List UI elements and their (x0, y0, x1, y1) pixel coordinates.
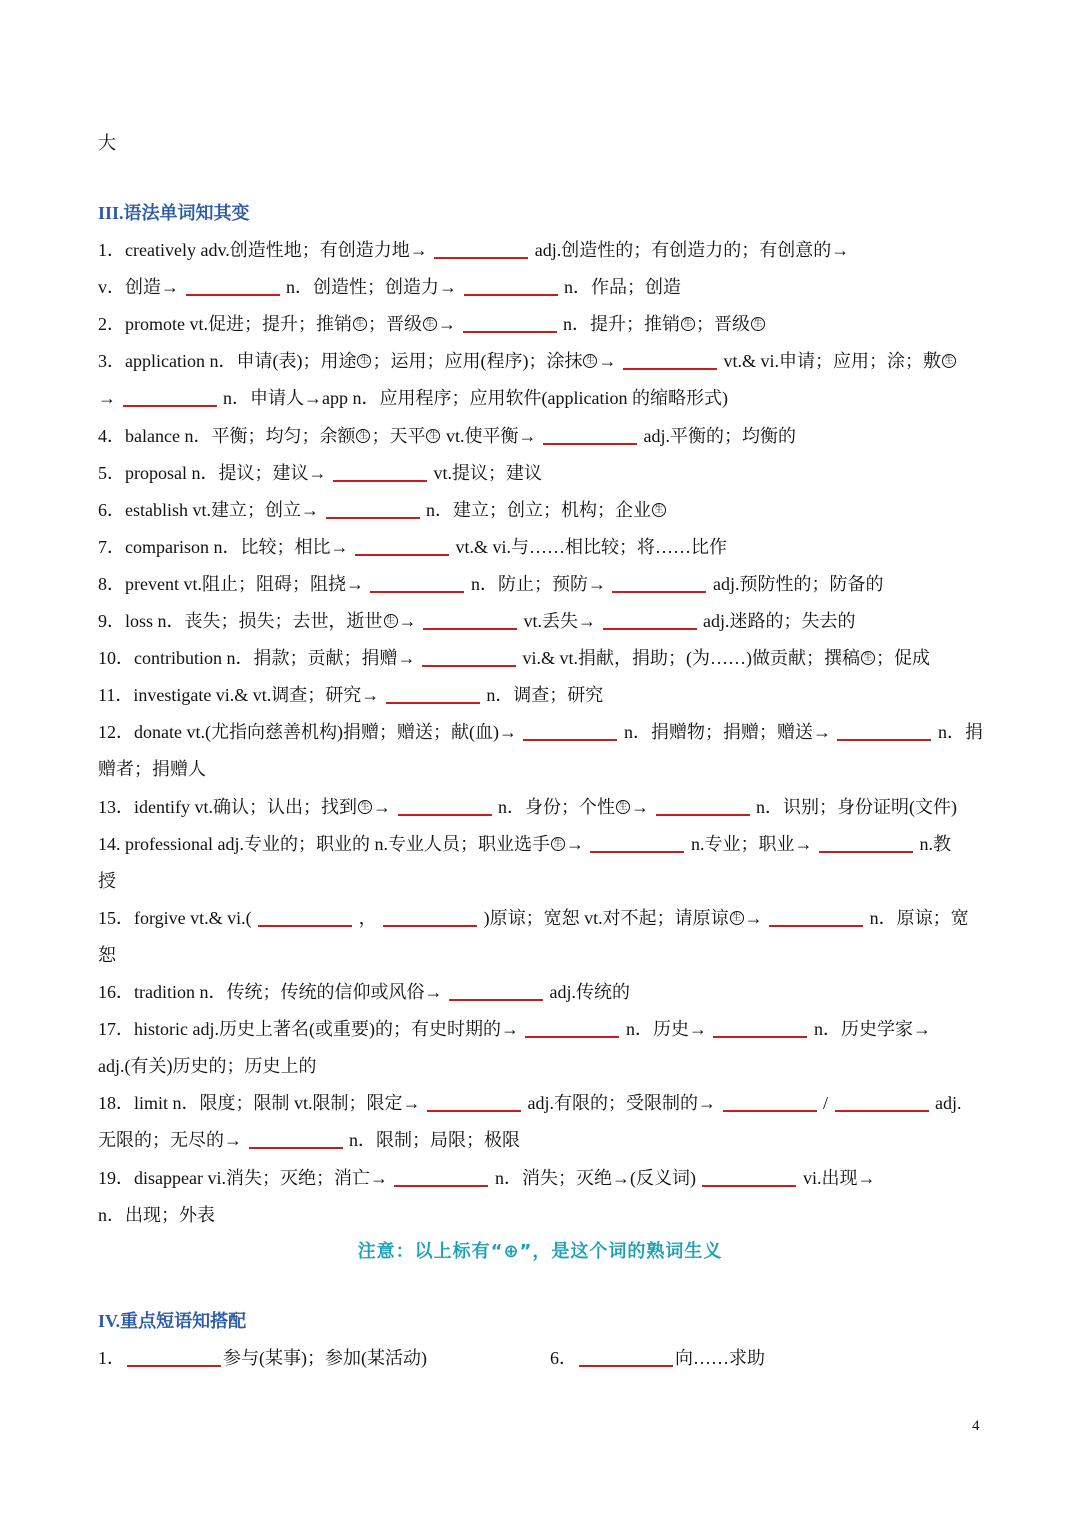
answer-blank[interactable] (355, 538, 449, 556)
line-text: n．历史→ (621, 1019, 712, 1040)
answer-blank[interactable] (523, 723, 617, 741)
vocab-line (98, 905, 988, 931)
leading-char: 大 (98, 133, 116, 153)
vocab-line (98, 460, 988, 486)
familiar-word-mark-icon: 生 (423, 317, 437, 331)
line-text: n．建立；创立；机构；企业 (421, 499, 651, 520)
line-text: → (598, 351, 621, 372)
answer-blank[interactable] (723, 1094, 817, 1112)
line-text: 6．establish vt.建立；创立→ (98, 499, 324, 520)
answer-blank[interactable] (186, 278, 280, 296)
answer-blank[interactable] (123, 389, 217, 407)
line-text: vt.& vi.与……相比较；将……比作 (450, 536, 727, 557)
vocab-line (98, 645, 988, 671)
answer-blank[interactable] (383, 909, 477, 927)
answer-blank[interactable] (249, 1131, 343, 1149)
page-number: 4 (972, 1418, 980, 1434)
line-text: n．创造性；创造力→ (281, 277, 462, 298)
familiar-word-mark-icon: 生 (583, 354, 597, 368)
line-text: ；运用；应用(程序)；涂抹 (372, 351, 583, 372)
vocab-line (98, 608, 988, 634)
answer-blank[interactable] (769, 909, 863, 927)
line-text: 8．prevent vt.阻止；阻碍；阻挠→ (98, 573, 369, 594)
familiar-word-mark-icon: 生 (358, 800, 372, 814)
line-text: 9．loss n．丧失；损失；去世，逝世 (98, 611, 383, 631)
line-text: 18．limit n．限度；限制 vt.限制；限定→ (98, 1093, 426, 1114)
line-text: → (438, 314, 461, 335)
answer-blank[interactable] (434, 241, 528, 259)
phrase-1-text: 参与(某事)；参加(某活动) (223, 1348, 427, 1368)
vocab-line (98, 1090, 988, 1116)
answer-blank[interactable] (422, 649, 516, 667)
line-text: → (398, 611, 422, 631)
line-text: ， (354, 907, 382, 928)
line-text: ；晋级 (696, 314, 750, 335)
line-text: n．识别；身份证明(文件) (751, 796, 957, 817)
familiar-word-mark-icon: 生 (356, 429, 370, 443)
line-text: 17．historic adj.历史上著名(或重要)的；有史时期的→ (98, 1019, 524, 1040)
line-text: 赠者；捐赠人 (98, 759, 206, 780)
vocab-line (98, 682, 988, 708)
line-text: 恕 (98, 944, 116, 965)
line-text: 19．disappear vi.消失；灭绝；消亡→ (98, 1167, 393, 1188)
line-text: adj.有限的；受限制的→ (523, 1093, 721, 1114)
answer-blank[interactable] (463, 315, 557, 333)
line-text: n．申请人→app n．应用程序；应用软件(application 的缩略形式) (218, 388, 728, 409)
line-text: 2．promote vt.促进；提升；推销 (98, 314, 352, 335)
answer-blank[interactable] (702, 1169, 796, 1187)
answer-blank[interactable] (449, 983, 543, 1001)
vocab-line (98, 719, 988, 745)
line-text: → (744, 907, 768, 928)
line-text: adj.传统的 (545, 982, 630, 1002)
familiar-word-mark-icon: 生 (730, 911, 744, 925)
line-text: n．调查；研究 (481, 685, 604, 706)
line-text: adj.(有关)历史的；历史上的 (98, 1056, 317, 1077)
answer-blank[interactable] (326, 501, 420, 519)
vocab-line (98, 868, 988, 894)
answer-blank[interactable] (333, 464, 427, 482)
line-text: 12．donate vt.(尤指向慈善机构)捐赠；赠送；献(血)→ (98, 722, 522, 743)
line-text: ；促成 (876, 648, 930, 669)
line-text: 10．contribution n．捐款；贡献；捐赠→ (98, 648, 420, 669)
line-text: adj.预防性的；防备的 (708, 573, 884, 594)
line-text: 1．creatively adv.创造性地；有创造力地→ (98, 240, 433, 260)
line-text: n．捐赠物；捐赠；赠送→ (619, 722, 836, 743)
answer-blank[interactable] (579, 1349, 673, 1367)
answer-blank[interactable] (386, 686, 480, 704)
line-text: ；天平 (371, 425, 426, 446)
answer-blank[interactable] (835, 1094, 929, 1112)
familiar-word-mark-icon: 生 (751, 317, 765, 331)
answer-blank[interactable] (623, 352, 717, 370)
line-text: → (98, 388, 121, 409)
familiar-word-mark-icon: 生 (426, 429, 440, 443)
familiar-word-mark-icon: 生 (551, 837, 565, 851)
answer-blank[interactable] (590, 835, 684, 853)
line-text: n．限制；局限；极限 (344, 1130, 520, 1151)
line-text: n.教 (914, 833, 951, 854)
familiar-word-mark-icon: 生 (861, 651, 875, 665)
answer-blank[interactable] (394, 1169, 488, 1187)
line-text: vi.& vt.捐献，捐助；(为……)做贡献；撰稿 (518, 648, 860, 669)
vocab-line (98, 274, 988, 300)
phrase-1-number: 1． (98, 1348, 125, 1368)
familiar-word-mark-icon: 生 (353, 317, 367, 331)
line-text: n．消失；灭绝→(反义词) (490, 1167, 701, 1188)
answer-blank[interactable] (423, 612, 517, 630)
section-3-title: III.语法单词知其变 (98, 203, 250, 223)
line-text: n．出现；外表 (98, 1204, 215, 1225)
answer-blank[interactable] (543, 427, 637, 445)
line-text: n．防止；预防→ (466, 573, 611, 594)
answer-blank[interactable] (612, 575, 706, 593)
familiar-word-mark-icon: 生 (384, 614, 398, 628)
line-text: vt.使平衡→ (441, 425, 541, 446)
line-text: 11．investigate vi.& vt.调查；研究→ (98, 685, 384, 706)
answer-blank[interactable] (427, 1094, 521, 1112)
line-text: vi.出现→ (798, 1167, 876, 1188)
answer-blank[interactable] (127, 1349, 221, 1367)
line-text: 3．application n．申请(表)；用途 (98, 351, 357, 372)
answer-blank[interactable] (258, 909, 352, 927)
line-text: 14. professional adj.专业的；职业的 n.专业人员；职业选手 (98, 833, 550, 854)
answer-blank[interactable] (525, 1020, 619, 1038)
line-text: vt.& vi.申请；应用；涂；敷 (718, 351, 941, 372)
familiar-word-mark-icon: 生 (616, 800, 630, 814)
vocab-line (98, 1202, 988, 1228)
line-text: v．创造→ (98, 277, 184, 298)
line-text: → (565, 833, 589, 854)
note-text: 注意：以上标有“⊕”，是这个词的熟词生义 (357, 1241, 723, 1262)
vocab-line (98, 237, 988, 263)
vocab-line (98, 1053, 988, 1079)
vocab-line (98, 794, 988, 820)
line-text: 授 (98, 870, 116, 891)
familiar-word-mark-icon: 生 (942, 354, 956, 368)
phrase-6-text: 向……求助 (675, 1348, 765, 1368)
line-text: ；晋级 (368, 314, 422, 335)
line-text: n．捐 (933, 722, 983, 743)
vocab-line (98, 979, 988, 1005)
line-text: adj. (930, 1093, 962, 1114)
answer-blank[interactable] (603, 612, 697, 630)
answer-blank[interactable] (837, 723, 931, 741)
line-text: n．提升；推销 (558, 314, 680, 335)
line-text: n．身份；个性 (493, 796, 615, 817)
line-text: 16．tradition n．传统；传统的信仰或风俗→ (98, 982, 447, 1002)
vocab-line (98, 497, 988, 523)
vocab-line (98, 942, 988, 968)
answer-blank[interactable] (819, 835, 913, 853)
answer-blank[interactable] (656, 798, 750, 816)
familiar-word-mark-icon: 生 (357, 354, 371, 368)
familiar-word-mark-icon: 生 (681, 317, 695, 331)
answer-blank[interactable] (713, 1020, 807, 1038)
vocab-line (98, 756, 988, 782)
phrase-row (98, 1345, 988, 1371)
line-text: n．作品；创造 (559, 277, 681, 298)
line-text: vt.丢失→ (519, 611, 601, 631)
line-text: 无限的；无尽的→ (98, 1130, 247, 1151)
line-text: n.专业；职业→ (686, 833, 817, 854)
line-text: 15．forgive vt.& vi.( (98, 907, 257, 928)
vocab-line (98, 385, 988, 411)
vocab-line (98, 534, 988, 560)
vocab-line (98, 1165, 988, 1191)
vocab-line (98, 1016, 988, 1042)
section-4-title: IV.重点短语知搭配 (98, 1311, 247, 1331)
familiar-word-mark-icon: 生 (652, 503, 666, 517)
line-text: n．历史学家→ (809, 1019, 931, 1040)
vocab-line (98, 831, 988, 857)
line-text: 5．proposal n．提议；建议→ (98, 462, 331, 483)
vocab-line (98, 1127, 988, 1153)
line-text: 7．comparison n．比较；相比→ (98, 536, 353, 557)
answer-blank[interactable] (464, 278, 558, 296)
answer-blank[interactable] (398, 798, 492, 816)
vocab-line (98, 571, 988, 597)
vocab-line (98, 348, 988, 374)
line-text: vt.提议；建议 (429, 462, 543, 483)
phrase-6-number: 6． (550, 1348, 577, 1368)
line-text: 4．balance n．平衡；均匀；余额 (98, 425, 356, 446)
line-text: )原谅；宽恕 vt.对不起；请原谅 (479, 907, 729, 928)
line-text: n．原谅；宽 (865, 907, 969, 928)
line-text: / (818, 1093, 833, 1114)
line-text: adj.创造性的；有创造力的；有创意的→ (530, 240, 850, 260)
answer-blank[interactable] (370, 575, 464, 593)
line-text: adj.迷路的；失去的 (698, 611, 856, 631)
line-text: adj.平衡的；均衡的 (638, 425, 796, 446)
line-text: → (631, 796, 654, 817)
vocab-line (98, 423, 988, 449)
vocab-line (98, 311, 988, 337)
line-text: → (373, 796, 396, 817)
line-text: 13．identify vt.确认；认出；找到 (98, 796, 357, 817)
